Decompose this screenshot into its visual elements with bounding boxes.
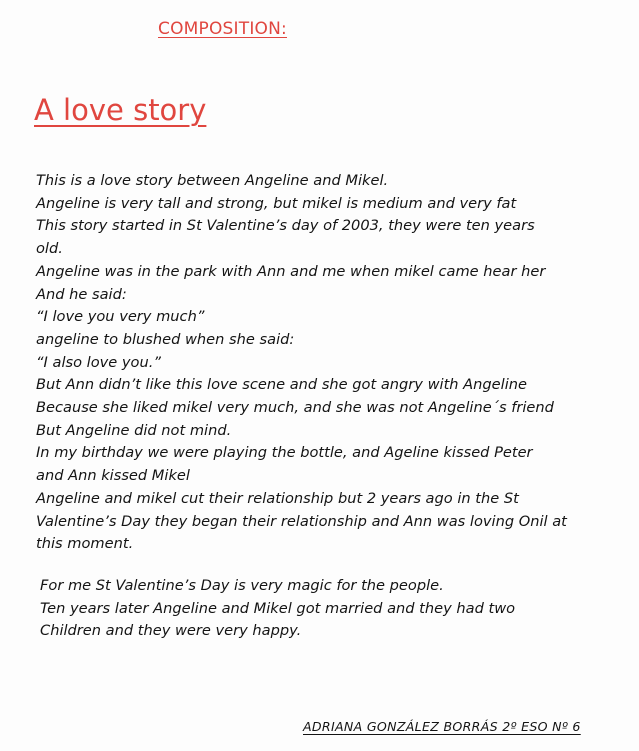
story-closing: [40, 575, 630, 643]
author-signature: ADRIANA GONZÁLEZ BORRÁS 2º ESO Nº 6: [303, 719, 581, 734]
story-line: and Ann kissed Mikel: [36, 467, 190, 485]
story-line: angeline to blushed when she said:: [36, 330, 295, 348]
story-body: [36, 170, 626, 556]
story-line: Angeline is very tall and strong, but mikel is medium and very fat: [36, 194, 517, 212]
story-line: This is a love story between Angeline and Mikel.: [36, 172, 389, 189]
closing-line: For me St Valentine’s Day is very magic for the people.: [40, 577, 444, 594]
story-line: Angeline and mikel cut their relationship but 2 years ago in the St: [36, 489, 519, 507]
composition-heading: COMPOSITION:: [158, 19, 287, 39]
story-line: “I love you very much”: [36, 308, 205, 326]
story-line: And he said:: [36, 285, 127, 303]
story-line: old.: [36, 240, 63, 258]
story-line: Valentine’s Day they began their relationship and Ann was loving Onil at: [36, 512, 567, 530]
story-line: This story started in St Valentine’s day of 2003, they were ten years: [36, 217, 535, 235]
story-line: Angeline was in the park with Ann and me when mikel came hear her: [36, 262, 546, 280]
closing-line: Children and they were very happy.: [40, 622, 302, 640]
story-line: “I also love you.”: [36, 353, 161, 371]
story-line: Because she liked mikel very much, and she was not Angeline´s friend: [36, 399, 554, 417]
story-line: But Ann didn’t like this love scene and she got angry with Angeline: [36, 376, 527, 394]
story-title: A love story: [34, 93, 207, 127]
story-line: But Angeline did not mind.: [36, 421, 232, 439]
story-line: In my birthday we were playing the bottle, and Ageline kissed Peter: [36, 444, 533, 462]
story-line: this moment.: [36, 535, 134, 553]
closing-line: Ten years later Angeline and Mikel got married and they had two: [40, 599, 516, 617]
